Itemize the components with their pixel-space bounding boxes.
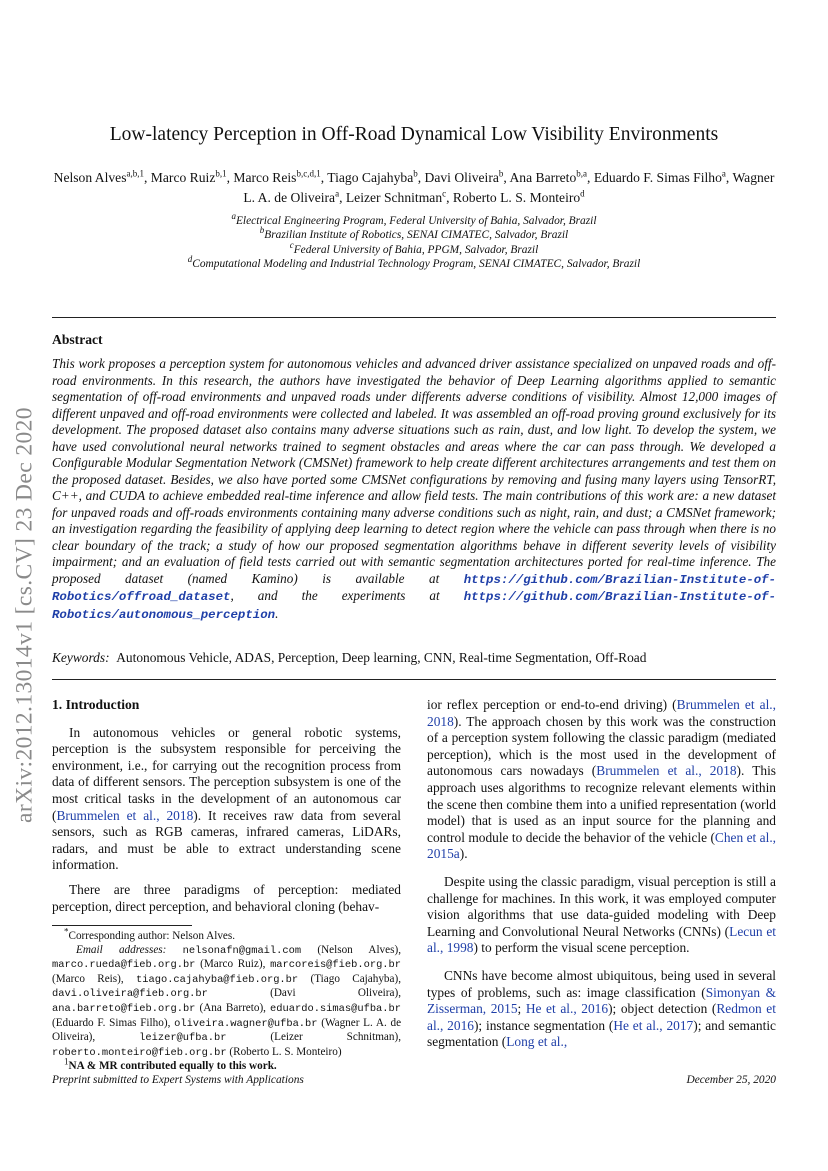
footnotes (52, 926, 402, 1074)
citation-link[interactable]: Lecun et al., 1998 (427, 923, 777, 956)
abstract-top-rule (52, 317, 776, 318)
equal-contribution-note: $^1$NA & MR contributed equally to this work. (64, 1056, 277, 1073)
abstract-text: This work proposes a perception system for autonomous vehicles and advanced driver assistance specialized on unpaved roads and off-road environments. In this research, the authors have investigated the behavior of Deep Learning algorithms applied to semantic segmentation of off-road environments and unpaved roads under differents adverse conditions of visibility. Almost 12,000 images of different unpaved and off-road environments were collected and labeled. It was assembled an off-road proving ground exclusively for its development. The proposed dataset also contains many adverse situations such as rain, dust, and low light. To develop the system, we have used convolutional neural networks trained to segment obstacles and areas where the car can pass through. We developed a Configurable Modular Segmentation Network (CMSNet) framework to help create different architectures arrangements and test them on the proposed dataset. Besides, we also have ported some CMSNet configurations by removing and fusing many layers using TensorRT, C++, and CUDA to achieve embedded real-time inference and allow field tests. The main contributions of this work are: a new dataset for unpaved roads and off-roads environments containing many adverse conditions such as night, rain, and dust; a CMSNet framework; an investigation regarding the feasibility of applying deep learning to detect region where the vehicle can pass through when there is no clear boundary of the track; a study of how our proposed segmentation algorithms behave in different severity levels of visibility impairment; and an evaluation of field tests carried out with semantic segmentation architectures ported for real-time inference. The proposed dataset (named Kamino) is available at https://github.com/Brazilian-Institute-of-Robotics/offroad_dataset, and the experiments at https://github.com/Brazilian-Institute-of-Robotics/autonomous_perception. (52, 356, 776, 622)
footer-date: December 25, 2020 (686, 1074, 776, 1086)
footer-journal: Preprint submitted to Expert Systems with Applications (52, 1074, 304, 1086)
citation-link[interactable]: He et al., 2017 (613, 1017, 694, 1033)
email-link[interactable]: leizer@ufba.br (139, 1032, 227, 1045)
intro-paragraph-5: CNNs have become almost ubiquitous, being used in several types of problems, such as: image classification (Simonyan & Zisserman, 2015; He et al., 2016); object detection (Redmon et al., 2016); instance segmentation (He et al., 2017); and semantic segmentation (Long et al., (427, 967, 776, 1050)
intro-paragraph-4: Despite using the classic paradigm, visual perception is still a challenge for machines. In this work, it was employed computer vision algorithms that use data-guided modeling with Deep Learning and Convolutional Neural Networks (CNNs) (Lecun et al., 1998) to perform the visual scene perception. (427, 873, 777, 956)
email-link[interactable]: davi.oliveira@fieb.org.br (52, 988, 208, 1001)
author[interactable]: Marco Reis$^{b,c,d,1}$ (233, 168, 321, 185)
email-list: Email addresses: nelsonafn@gmail.com (Nelson Alves), marco.rueda@fieb.org.br (Marco Ruiz), marcoreis@fieb.org.br (Marco Reis), tiago.cajahyba@fieb.org.br (Tiago Cajahyba), davi.oliveira@fieb.org.br (Davi Oliveira), ana.barreto@fieb.org.br (Ana Barreto), eduardo.simas@ufba.br (Eduardo F. Simas Filho), oliveira.wagner@ufba.br (Wagner L. A. de Oliveira), leizer@ufba.br (Leizer Schnitman), roberto.monteiro@fieb.org.br (Roberto L. S. Monteiro) (52, 943, 402, 1059)
intro-paragraph-3: ior reflex perception or end-to-end driving) (Brummelen et al., 2018). The approach chosen by this work was the construction of a perception system following the classic paradigm (mediated perception), which is the most used in the development of autonomous cars nowadays (Brummelen et al., 2018). This approach uses algorithms to recognize relevant elements within the scene then combine them into a unified representation (world model) that is used as an input source for the planning and control module to decide the behavior of the vehicle (Chen et al., 2015a). (427, 697, 777, 862)
abstract-bottom-rule (52, 679, 776, 680)
email-link[interactable]: tiago.cajahyba@fieb.org.br (136, 973, 299, 986)
keywords: Keywords: Autonomous Vehicle, ADAS, Perception, Deep learning, CNN, Real-time Segmentation, Off-Road (52, 650, 647, 665)
abstract-heading: Abstract (52, 332, 103, 347)
right-column (427, 697, 776, 1051)
email-link[interactable]: marcoreis@fieb.org.br (270, 959, 402, 972)
author[interactable]: Nelson Alves$^{a,b,1}$ (53, 168, 144, 185)
author[interactable]: Roberto L. S. Monteiro$^d$ (452, 188, 585, 205)
experiments-link[interactable]: https://github.com/Brazilian-Institute-of-Robotics/autonomous_perception (52, 590, 776, 622)
intro-paragraph-2: There are three paradigms of perception: mediated perception, direct perception, and behavioral cloning (behav- (52, 881, 401, 914)
author[interactable]: Davi Oliveira$^b$ (424, 168, 504, 185)
email-link[interactable]: roberto.monteiro@fieb.org.br (52, 1046, 227, 1059)
citation-link[interactable]: Chen et al., 2015a (427, 829, 777, 862)
author-list: Nelson Alves$^{a,b,1}$, Marco Ruiz$^{b,1}$, Marco Reis$^{b,c,d,1}$, Tiago Cajahyba$^b$, Davi Oliveira$^b$, Ana Barreto$^{b,a}$, Eduardo F. Simas Filho$^a$, Wagner L. A. de Oliveira$^a$, Leizer Schnitman$^c$, Roberto L. S. Monteiro$^d$ (53, 168, 775, 205)
footnote-rule (52, 925, 192, 926)
arxiv-stamp-text: arXiv:2012.13014v1 [cs.CV] 23 Dec 2020 (11, 407, 38, 823)
affiliation: $^b$Brazilian Institute of Robotics, SENAI CIMATEC, Salvador, Brazil (259, 225, 569, 242)
citation-link[interactable]: He et al., 2016 (525, 1001, 609, 1017)
corresponding-author-note: *Corresponding author: Nelson Alves. (64, 926, 236, 942)
affiliation: $^a$Electrical Engineering Program, Federal University of Bahia, Salvador, Brazil (231, 211, 597, 227)
citation-link[interactable]: Long et al., (506, 1034, 568, 1050)
citation-link[interactable]: Redmon et al., 2016 (427, 1001, 776, 1033)
paper-title: Low-latency Perception in Off-Road Dynamical Low Visibility Environments (109, 124, 719, 145)
email-link[interactable]: marco.rueda@fieb.org.br (52, 959, 196, 972)
author[interactable]: Eduardo F. Simas Filho$^a$ (593, 168, 726, 185)
arxiv-stamp (2, 355, 48, 875)
author[interactable]: Ana Barreto$^{b,a}$ (509, 168, 588, 185)
intro-paragraph-1: In autonomous vehicles or general robotic systems, perception is the subsystem responsible for perceiving the environment, i.e., for carrying out the recognition process from data of different sensors. The perception subsystem is one of the most critical tasks in the development of an autonomous car (Brummelen et al., 2018). It receives raw data from several sensors, such as RGB cameras, infrared cameras, LiDARs, radars, and must be able to extract understanding scene information. (52, 724, 401, 873)
citation-link[interactable]: Brummelen et al., 2018 (56, 807, 194, 823)
citation-link[interactable]: Brummelen et al., 2018 (427, 697, 776, 729)
email-link[interactable]: nelsonafn@gmail.com (182, 944, 302, 957)
email-link[interactable]: oliveira.wagner@ufba.br (174, 1017, 318, 1030)
author[interactable]: Marco Ruiz$^{b,1}$ (150, 168, 227, 185)
affiliation: $^c$Federal University of Bahia, PPGM, Salvador, Brazil (289, 239, 539, 256)
citation-link[interactable]: Brummelen et al., 2018 (596, 763, 737, 779)
section-heading: 1. Introduction (52, 697, 140, 712)
author[interactable]: Wagner L. A. de Oliveira$^a$ (243, 170, 775, 205)
email-link[interactable]: eduardo.simas@ufba.br (270, 1002, 401, 1015)
email-link[interactable]: ana.barreto@fieb.org.br (52, 1002, 196, 1015)
citation-link[interactable]: Simonyan & Zisserman, 2015 (427, 984, 776, 1017)
author[interactable]: Leizer Schnitman$^c$ (345, 188, 447, 205)
affiliations (52, 211, 776, 271)
affiliation: $^d$Computational Modeling and Industrial Technology Program, SENAI CIMATEC, Salvador, Brazil (187, 254, 641, 270)
left-column (52, 697, 401, 915)
dataset-link[interactable]: https://github.com/Brazilian-Institute-of-Robotics/offroad_dataset (52, 572, 776, 604)
author[interactable]: Tiago Cajahyba$^b$ (327, 168, 418, 185)
